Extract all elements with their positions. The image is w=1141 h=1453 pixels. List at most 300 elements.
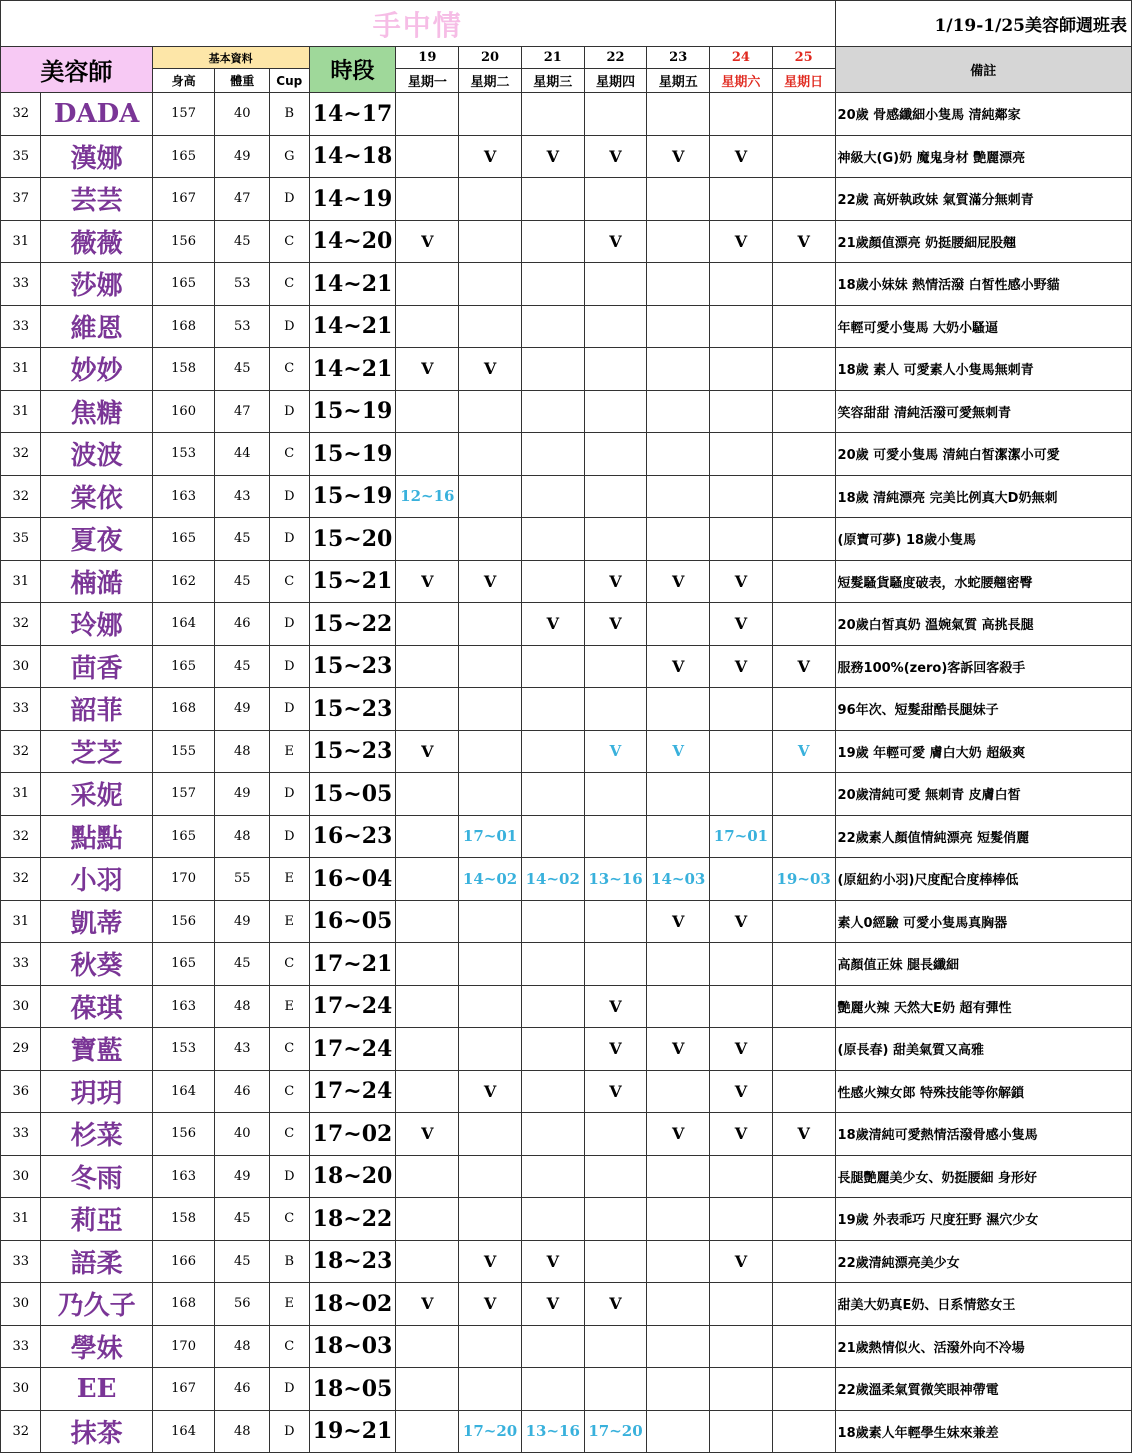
shift-cell [521,815,584,858]
table-row [1,773,1132,816]
cup-value: D [270,475,309,518]
shift-cell [710,1155,773,1198]
shift-time: 17~01 [459,815,522,858]
height-value: 165 [152,645,215,688]
time-period: 17~21 [309,943,396,986]
shift-cell [772,815,835,858]
shift-cell [396,815,459,858]
shift-cell [459,645,522,688]
day-number: 22 [584,47,647,69]
table-row [1,858,1132,901]
cup-value: D [270,390,309,433]
shift-cell [521,518,584,561]
staff-number: 29 [1,1028,41,1071]
height-value: 163 [152,475,215,518]
staff-number: 32 [1,730,41,773]
remark-text: 20歲 骨感纖細小隻馬 清純鄰家 [835,93,1131,136]
cup-value: E [270,858,309,901]
table-row [1,985,1132,1028]
shift-cell [772,433,835,476]
shift-cell [772,1028,835,1071]
staff-name: 波波 [41,433,152,476]
shift-cell [521,560,584,603]
shift-cell [772,348,835,391]
cup-value: D [270,773,309,816]
staff-name: 杉菜 [41,1113,152,1156]
height-value: 167 [152,178,215,221]
remark-text: 20歲清純可愛 無刺青 皮膚白皙 [835,773,1131,816]
shift-mark: V [584,985,647,1028]
shift-cell [459,390,522,433]
weight-value: 49 [215,135,270,178]
staff-name: 冬雨 [41,1155,152,1198]
cup-value: C [270,348,309,391]
shift-cell [710,730,773,773]
shift-cell [710,1368,773,1411]
shift-cell [396,645,459,688]
cup-value: E [270,1283,309,1326]
shift-cell [459,900,522,943]
remark-text: 20歲白皙真奶 溫婉氣質 高挑長腿 [835,603,1131,646]
shift-time: 14~02 [459,858,522,901]
staff-number: 35 [1,135,41,178]
shift-cell [584,1325,647,1368]
staff-name: 凱蒂 [41,900,152,943]
shift-cell [584,900,647,943]
height-value: 162 [152,560,215,603]
shift-cell [521,305,584,348]
shift-time: 12~16 [396,475,459,518]
shift-cell [772,1368,835,1411]
shift-mark: V [647,1028,710,1071]
height-value: 156 [152,1113,215,1156]
staff-name: 焦糖 [41,390,152,433]
shift-cell [647,985,710,1028]
shift-cell [772,1155,835,1198]
shift-cell [584,815,647,858]
weight-value: 45 [215,1240,270,1283]
shift-cell [521,348,584,391]
time-period: 15~23 [309,645,396,688]
remark-text: 服務100%(zero)客訴回客殺手 [835,645,1131,688]
period-header: 時段 [309,47,396,93]
time-period: 15~19 [309,390,396,433]
remark-text: 18歲 清純漂亮 完美比例真大D奶無刺 [835,475,1131,518]
height-value: 156 [152,220,215,263]
table-row [1,263,1132,306]
shift-cell [710,390,773,433]
staff-name: 薇薇 [41,220,152,263]
shift-cell [710,943,773,986]
staff-name: 棠依 [41,475,152,518]
time-period: 18~23 [309,1240,396,1283]
shift-cell [710,93,773,136]
weight-value: 43 [215,1028,270,1071]
shift-time: 17~01 [710,815,773,858]
shift-cell [521,773,584,816]
staff-name: 維恩 [41,305,152,348]
time-period: 18~20 [309,1155,396,1198]
table-row [1,135,1132,178]
time-period: 14~21 [309,305,396,348]
shift-cell [772,93,835,136]
table-row [1,518,1132,561]
staff-number: 31 [1,900,41,943]
day-number: 21 [521,47,584,69]
remark-text: 長腿艷麗美少女、奶挺腰細 身形好 [835,1155,1131,1198]
staff-name: 夏夜 [41,518,152,561]
shift-mark: V [396,348,459,391]
time-period: 14~19 [309,178,396,221]
table-row [1,815,1132,858]
shift-cell [647,305,710,348]
cup-value: E [270,985,309,1028]
shift-cell [647,603,710,646]
shift-cell [772,1198,835,1241]
height-value: 156 [152,900,215,943]
table-row [1,475,1132,518]
shift-cell [584,943,647,986]
shop-title: 手中情 [1,1,836,47]
weight-value: 48 [215,1410,270,1453]
staff-name: 點點 [41,815,152,858]
shift-cell [521,943,584,986]
shift-time: 17~20 [584,1410,647,1453]
shift-cell [710,773,773,816]
time-period: 15~23 [309,688,396,731]
height-value: 163 [152,985,215,1028]
staff-name: 玲娜 [41,603,152,646]
remark-text: 22歲溫柔氣質微笑眼神帶電 [835,1368,1131,1411]
time-period: 17~02 [309,1113,396,1156]
shift-cell [710,1410,773,1453]
shift-cell [772,943,835,986]
staff-number: 33 [1,1240,41,1283]
staff-name: 莉亞 [41,1198,152,1241]
cup-value: C [270,220,309,263]
shift-mark: V [584,603,647,646]
shift-mark: V [710,560,773,603]
height-value: 165 [152,263,215,306]
weight-value: 43 [215,475,270,518]
shift-cell [584,688,647,731]
staff-number: 37 [1,178,41,221]
height-value: 153 [152,1028,215,1071]
shift-cell [584,263,647,306]
shift-cell [396,900,459,943]
remark-text: 19歲 年輕可愛 膚白大奶 超級爽 [835,730,1131,773]
shift-cell [584,390,647,433]
time-period: 14~21 [309,263,396,306]
shift-cell [396,1070,459,1113]
shift-cell [772,773,835,816]
remark-text: 22歲清純漂亮美少女 [835,1240,1131,1283]
shift-cell [459,220,522,263]
table-row [1,645,1132,688]
height-value: 158 [152,1198,215,1241]
shift-cell [584,1240,647,1283]
height-value: 157 [152,773,215,816]
staff-name: 學妹 [41,1325,152,1368]
shift-cell [396,985,459,1028]
time-period: 14~20 [309,220,396,263]
shift-cell [521,178,584,221]
height-value: 164 [152,1070,215,1113]
shift-cell [396,178,459,221]
time-period: 16~04 [309,858,396,901]
weight-value: 49 [215,1155,270,1198]
cup-value: D [270,645,309,688]
staff-number: 31 [1,348,41,391]
shift-cell [772,560,835,603]
shift-cell [459,985,522,1028]
shift-cell [772,518,835,561]
shift-cell [647,348,710,391]
cup-value: B [270,93,309,136]
weight-value: 55 [215,858,270,901]
shift-cell [647,1410,710,1453]
shift-mark: V [710,220,773,263]
shift-cell [459,305,522,348]
shift-cell [710,688,773,731]
shift-cell [459,688,522,731]
staff-number: 31 [1,220,41,263]
weight-value: 48 [215,985,270,1028]
table-row [1,93,1132,136]
shift-mark: V [710,1240,773,1283]
shift-mark: V [584,730,647,773]
shift-cell [396,390,459,433]
time-period: 18~05 [309,1368,396,1411]
shift-cell [584,1155,647,1198]
staff-number: 33 [1,305,41,348]
shift-cell [772,390,835,433]
time-period: 15~19 [309,475,396,518]
staff-number: 30 [1,1368,41,1411]
remark-text: 素人0經驗 可愛小隻馬真胸器 [835,900,1131,943]
shift-mark: V [647,1113,710,1156]
weight-value: 53 [215,305,270,348]
shift-cell [521,645,584,688]
weekday-label: 星期三 [521,69,584,93]
cup-value: D [270,688,309,731]
cup-value: D [270,603,309,646]
staff-number: 32 [1,93,41,136]
day-number: 25 [772,47,835,69]
cup-value: D [270,305,309,348]
shift-cell [521,475,584,518]
remark-text: 18歲 素人 可愛素人小隻馬無刺青 [835,348,1131,391]
time-period: 17~24 [309,1070,396,1113]
shift-mark: V [772,1113,835,1156]
shift-cell [584,1368,647,1411]
table-row [1,1155,1132,1198]
weight-value: 45 [215,1198,270,1241]
staff-name: 韶菲 [41,688,152,731]
day-number: 23 [647,47,710,69]
shift-cell [710,1325,773,1368]
time-period: 15~05 [309,773,396,816]
weight-value: 49 [215,688,270,731]
shift-cell [647,220,710,263]
remark-text: 甜美大奶真E奶、日系情慾女王 [835,1283,1131,1326]
time-period: 15~23 [309,730,396,773]
basic-info-header: 基本資料 [152,47,309,69]
shift-cell [396,943,459,986]
shift-cell [521,1113,584,1156]
cup-value: C [270,263,309,306]
time-period: 16~23 [309,815,396,858]
shift-mark: V [459,1070,522,1113]
shift-cell [584,645,647,688]
shift-cell [459,730,522,773]
remark-text: 22歲素人顏值情純漂亮 短髮俏麗 [835,815,1131,858]
shift-cell [521,433,584,476]
table-row [1,730,1132,773]
table-row [1,390,1132,433]
shift-mark: V [710,1113,773,1156]
shift-mark: V [772,645,835,688]
shift-cell [584,518,647,561]
shift-cell [396,1368,459,1411]
remark-text: 神級大(G)奶 魔鬼身材 艷麗漂亮 [835,135,1131,178]
remark-text: 20歲 可愛小隻馬 清純白皙潔潔小可愛 [835,433,1131,476]
shift-cell [459,1368,522,1411]
staff-name: 漢娜 [41,135,152,178]
time-period: 14~17 [309,93,396,136]
staff-number: 32 [1,858,41,901]
shift-cell [459,518,522,561]
cup-value: C [270,560,309,603]
table-row [1,433,1132,476]
shift-mark: V [584,560,647,603]
height-value: 155 [152,730,215,773]
shift-mark: V [459,560,522,603]
staff-name: 乃久子 [41,1283,152,1326]
shift-mark: V [772,730,835,773]
weight-value: 49 [215,773,270,816]
cup-value: C [270,433,309,476]
shift-cell [710,858,773,901]
staff-number: 33 [1,943,41,986]
shift-time: 14~02 [521,858,584,901]
shift-cell [521,1198,584,1241]
shift-cell [584,348,647,391]
shift-mark: V [521,1283,584,1326]
shift-cell [584,433,647,476]
cup-value: D [270,815,309,858]
weight-value: 44 [215,433,270,476]
shift-cell [647,943,710,986]
remark-text: 年輕可愛小隻馬 大奶小騷逼 [835,305,1131,348]
staff-number: 32 [1,433,41,476]
weight-value: 46 [215,1070,270,1113]
table-row [1,1028,1132,1071]
cup-value: C [270,1070,309,1113]
shift-cell [647,1155,710,1198]
staff-name: 妙妙 [41,348,152,391]
staff-number: 31 [1,390,41,433]
staff-number: 33 [1,263,41,306]
shift-cell [710,305,773,348]
shift-cell [459,263,522,306]
day-number: 19 [396,47,459,69]
time-period: 15~21 [309,560,396,603]
shift-cell [710,348,773,391]
shift-cell [521,1368,584,1411]
cup-value: D [270,178,309,221]
staff-name: 茴香 [41,645,152,688]
shift-mark: V [710,900,773,943]
height-value: 153 [152,433,215,476]
shift-cell [772,305,835,348]
weight-value: 47 [215,390,270,433]
staff-number: 36 [1,1070,41,1113]
weight-value: 47 [215,178,270,221]
shift-cell [396,1198,459,1241]
weight-value: 45 [215,518,270,561]
shift-time: 13~16 [584,858,647,901]
shift-cell [647,1325,710,1368]
shift-cell [521,263,584,306]
shift-cell [710,475,773,518]
height-value: 166 [152,1240,215,1283]
shift-cell [459,475,522,518]
shift-cell [772,1283,835,1326]
staff-name: 采妮 [41,773,152,816]
shift-mark: V [396,220,459,263]
staff-number: 32 [1,603,41,646]
shift-mark: V [647,135,710,178]
shift-cell [584,93,647,136]
shift-mark: V [647,730,710,773]
shift-mark: V [584,1283,647,1326]
staff-number: 31 [1,560,41,603]
shift-cell [396,603,459,646]
time-period: 15~22 [309,603,396,646]
table-row [1,560,1132,603]
shift-cell [647,390,710,433]
shift-cell [459,178,522,221]
shift-cell [396,518,459,561]
remark-text: 性感火辣女郎 特殊技能等你解鎖 [835,1070,1131,1113]
shift-cell [584,1198,647,1241]
shift-mark: V [710,645,773,688]
shift-cell [396,1028,459,1071]
shift-cell [647,433,710,476]
shift-cell [772,900,835,943]
weight-header: 體重 [215,69,270,93]
shift-mark: V [396,1283,459,1326]
remark-text: (原紐約小羽)尺度配合度棒棒低 [835,858,1131,901]
shift-cell [584,305,647,348]
staff-name: 芝芝 [41,730,152,773]
shift-time: 17~20 [459,1410,522,1453]
time-period: 17~24 [309,985,396,1028]
shift-cell [647,93,710,136]
table-row [1,1113,1132,1156]
table-row [1,305,1132,348]
shift-mark: V [584,1070,647,1113]
cup-value: D [270,1410,309,1453]
shift-cell [396,305,459,348]
table-row [1,943,1132,986]
time-period: 16~05 [309,900,396,943]
staff-number: 31 [1,1198,41,1241]
weight-value: 40 [215,93,270,136]
weekday-label: 星期六 [710,69,773,93]
time-period: 18~22 [309,1198,396,1241]
